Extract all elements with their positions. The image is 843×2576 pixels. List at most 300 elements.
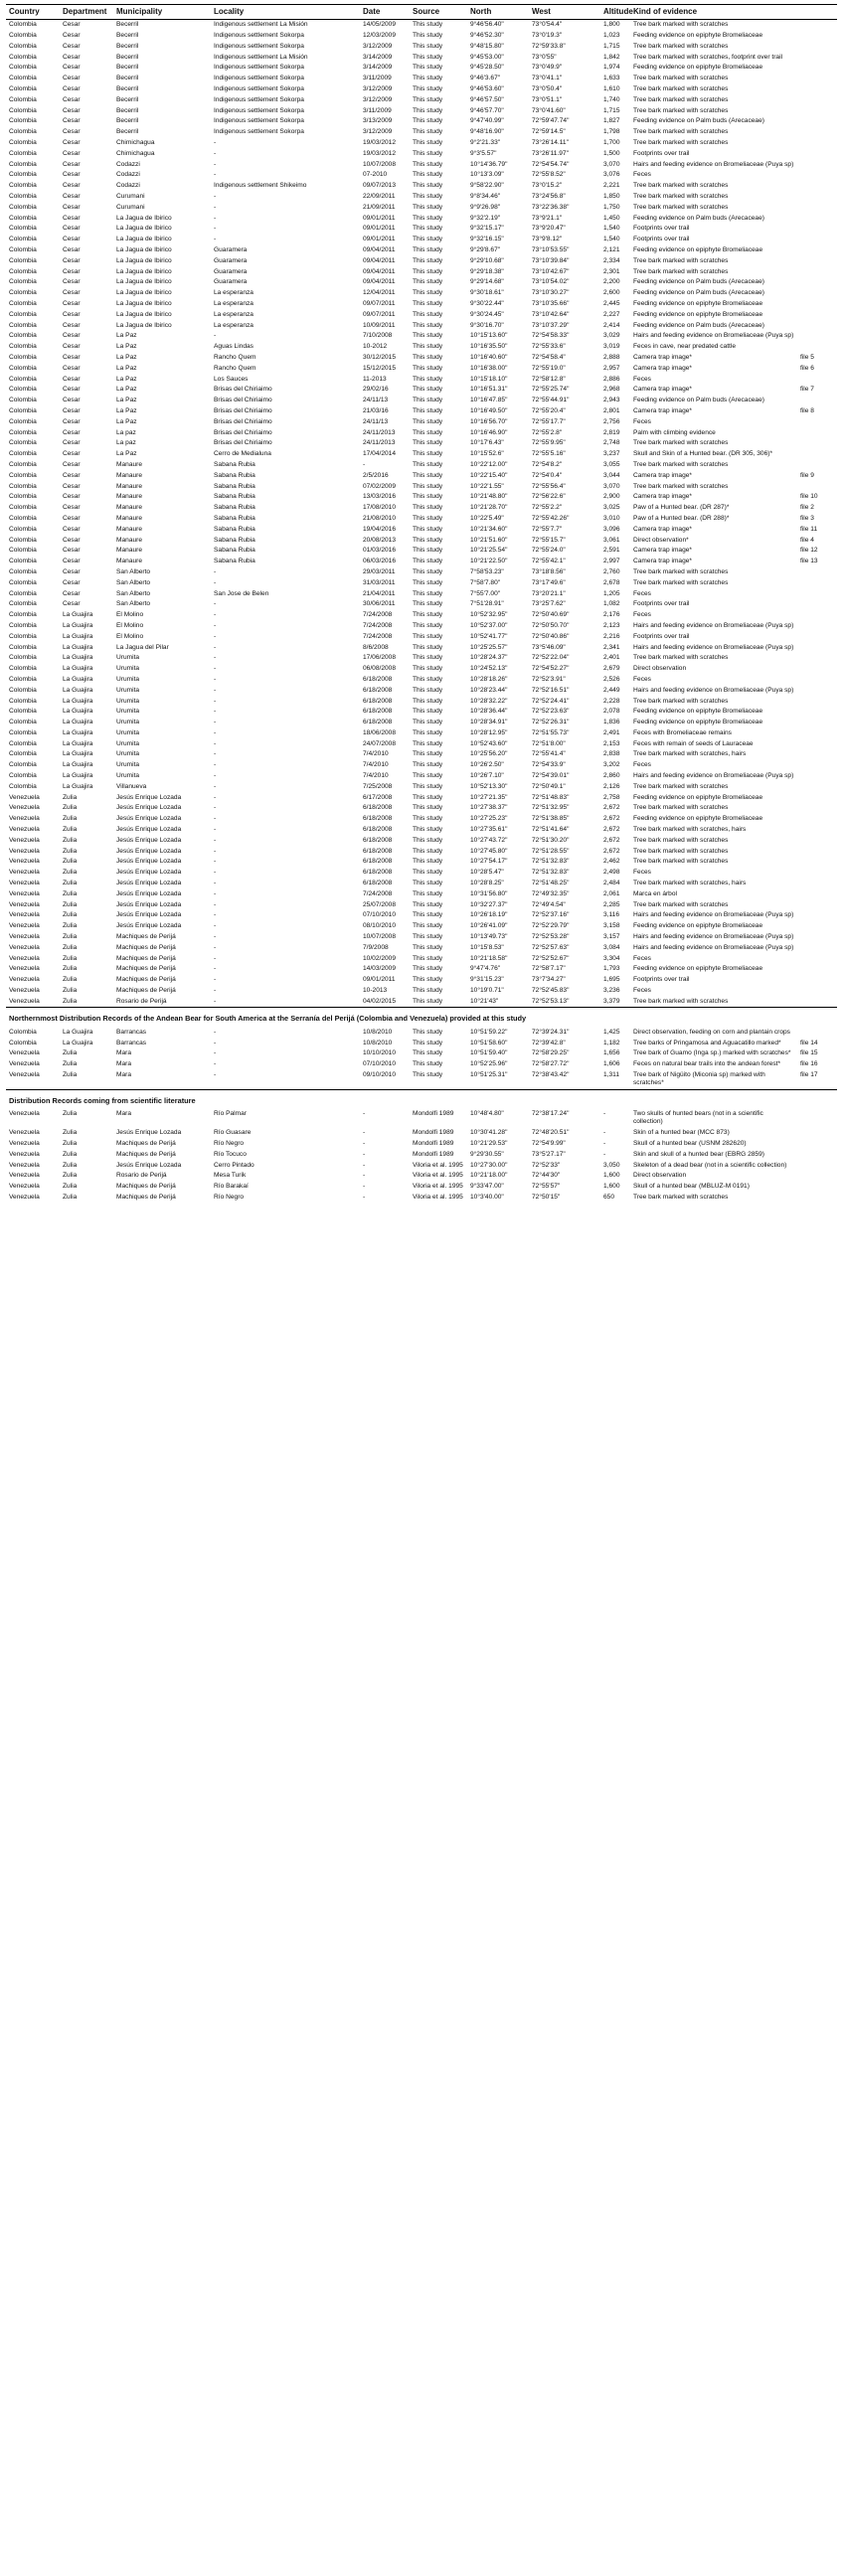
cell-locality: Indigenous settlement Sokorpa bbox=[214, 64, 304, 72]
cell-department: Cesar bbox=[63, 117, 81, 125]
cell-file bbox=[797, 943, 837, 954]
cell-municipality: Codazzi bbox=[116, 160, 140, 168]
cell-department: Cesar bbox=[63, 417, 81, 425]
cell-department: Zulia bbox=[63, 793, 78, 801]
cell-file bbox=[797, 1128, 837, 1139]
cell-file bbox=[797, 910, 837, 921]
cell-locality: Indigenous settlement Sokorpa bbox=[214, 117, 304, 125]
table-row bbox=[6, 438, 837, 449]
cell-file: file 10 bbox=[800, 493, 818, 501]
cell-north: 9°30'22.44" bbox=[470, 300, 504, 308]
cell-country: Colombia bbox=[9, 214, 37, 222]
cell-file: file 2 bbox=[800, 504, 814, 512]
cell-department: Zulia bbox=[63, 880, 78, 887]
cell-evidence: Skin of a hunted bear (MCC 873) bbox=[633, 1129, 730, 1137]
section-title: Northernmost Distribution Records of the Andean Bear for South America at the Serranía del Perijá (Colombia and Venezuela) provided at this study bbox=[6, 1008, 837, 1028]
cell-altitude: 1,311 bbox=[603, 1071, 620, 1078]
cell-file bbox=[797, 675, 837, 686]
cell-altitude: 3,061 bbox=[603, 536, 620, 544]
cell-west: 72°55'9.95" bbox=[532, 439, 566, 447]
cell-file bbox=[797, 1109, 837, 1128]
table-row bbox=[6, 932, 837, 943]
cell-date: 21/08/2010 bbox=[363, 514, 397, 522]
cell-date: 10/02/2009 bbox=[363, 954, 397, 962]
cell-evidence: Paw of a Hunted bear. (DR 288)* bbox=[633, 514, 730, 522]
cell-west: 73°25'7.62" bbox=[532, 600, 566, 608]
cell-locality: Brisas del Chiriaimo bbox=[214, 439, 272, 447]
table-row bbox=[6, 846, 837, 857]
cell-file bbox=[797, 170, 837, 181]
cell-date: 6/18/2008 bbox=[363, 719, 393, 726]
cell-north: 10°28'36.44" bbox=[470, 708, 508, 716]
header-locality: Locality bbox=[211, 5, 360, 20]
cell-source: This study bbox=[413, 954, 443, 962]
cell-source: This study bbox=[413, 772, 443, 780]
cell-west: 73°0'41.60" bbox=[532, 106, 566, 114]
cell-country: Colombia bbox=[9, 300, 37, 308]
cell-country: Colombia bbox=[9, 21, 37, 29]
cell-altitude: 2,943 bbox=[603, 397, 620, 404]
cell-locality: Guaramera bbox=[214, 256, 248, 264]
cell-department: Cesar bbox=[63, 536, 81, 544]
cell-country: Colombia bbox=[9, 85, 37, 93]
cell-municipality: Urumita bbox=[116, 675, 140, 683]
cell-source: This study bbox=[413, 21, 443, 29]
cell-locality: Sabana Rubia bbox=[214, 536, 255, 544]
cell-country: Venezuela bbox=[9, 965, 40, 973]
cell-evidence: Feces bbox=[633, 987, 651, 995]
table-row bbox=[6, 385, 837, 396]
cell-west: 73°20'21.1" bbox=[532, 589, 566, 597]
cell-west: 72°55'5.16" bbox=[532, 450, 566, 458]
cell-evidence: Tree bark marked with scratches bbox=[633, 21, 729, 29]
cell-date: 10/07/2008 bbox=[363, 160, 397, 168]
cell-locality: - bbox=[214, 847, 217, 855]
cell-evidence: Camera trap image* bbox=[633, 406, 693, 414]
cell-file: file 17 bbox=[800, 1071, 818, 1078]
cell-country: Colombia bbox=[9, 761, 37, 769]
cell-file bbox=[797, 342, 837, 353]
cell-evidence: Direct observation* bbox=[633, 536, 689, 544]
cell-date: 15/12/2015 bbox=[363, 364, 397, 372]
cell-file bbox=[797, 836, 837, 847]
cell-locality: Río Negro bbox=[214, 1140, 245, 1147]
cell-date: 7/24/2008 bbox=[363, 611, 393, 619]
cell-country: Venezuela bbox=[9, 826, 40, 834]
cell-altitude: 2,838 bbox=[603, 750, 620, 758]
cell-date: 10-2013 bbox=[363, 987, 388, 995]
cell-department: La Guajira bbox=[63, 772, 93, 780]
cell-west: 72°55'8.52" bbox=[532, 171, 566, 179]
cell-file bbox=[797, 964, 837, 975]
cell-date: 3/13/2009 bbox=[363, 117, 393, 125]
cell-altitude: 2,153 bbox=[603, 739, 620, 747]
cell-west: 72°52'53.28" bbox=[532, 933, 570, 941]
cell-evidence: Camera trap image* bbox=[633, 471, 693, 479]
cell-municipality: Becerril bbox=[116, 75, 139, 82]
cell-file bbox=[797, 986, 837, 997]
cell-evidence: Camera trap image* bbox=[633, 386, 693, 394]
table-row bbox=[6, 642, 837, 653]
cell-file bbox=[797, 245, 837, 256]
cell-north: 9°33'47.00" bbox=[470, 1183, 504, 1191]
cell-municipality: La Paz bbox=[116, 375, 137, 383]
cell-date: 11-2013 bbox=[363, 375, 387, 383]
cell-locality: - bbox=[214, 858, 217, 866]
cell-file bbox=[797, 42, 837, 53]
cell-locality: - bbox=[214, 621, 217, 629]
cell-municipality: La Jagua de Ibirico bbox=[116, 225, 172, 233]
cell-municipality: La Jagua de Ibirico bbox=[116, 278, 172, 286]
table-row bbox=[6, 577, 837, 588]
cell-locality: Río Palmar bbox=[214, 1110, 247, 1118]
cell-north: 9°29'10.68" bbox=[470, 256, 504, 264]
cell-department: Cesar bbox=[63, 42, 81, 50]
cell-file bbox=[797, 631, 837, 642]
cell-locality: Río Barakaí bbox=[214, 1183, 249, 1191]
cell-country: Colombia bbox=[9, 332, 37, 340]
cell-locality: Rancho Quem bbox=[214, 354, 256, 361]
header-kind-of-evidence: Kind of evidence bbox=[630, 5, 797, 20]
cell-locality: - bbox=[214, 826, 217, 834]
cell-country: Colombia bbox=[9, 708, 37, 716]
cell-file: file 15 bbox=[800, 1049, 818, 1057]
cell-north: 10°27'25.23" bbox=[470, 815, 508, 823]
cell-department: Zulia bbox=[63, 987, 78, 995]
cell-municipality: Curumani bbox=[116, 193, 145, 201]
cell-evidence: Paw of a Hunted bear. (DR 287)* bbox=[633, 504, 730, 512]
cell-municipality: Urumita bbox=[116, 719, 140, 726]
cell-west: 72°50'40.69" bbox=[532, 611, 570, 619]
table-row bbox=[6, 42, 837, 53]
table-row bbox=[6, 203, 837, 214]
cell-north: 10°28'18.26" bbox=[470, 675, 508, 683]
cell-north: 10°21'51.60" bbox=[470, 536, 508, 544]
cell-municipality: Urumita bbox=[116, 654, 140, 662]
cell-west: 72°55'56.4" bbox=[532, 482, 566, 490]
cell-north: 10°27'21.35" bbox=[470, 793, 508, 801]
cell-altitude: 2,968 bbox=[603, 386, 620, 394]
cell-file bbox=[797, 256, 837, 267]
cell-municipality: Machiques de Perijá bbox=[116, 1140, 176, 1147]
cell-date: 3/12/2009 bbox=[363, 128, 393, 136]
cell-evidence: Skull and Skin of a Hunted bear. (DR 305, 306)* bbox=[633, 450, 773, 458]
cell-date: 10/10/2010 bbox=[363, 1049, 397, 1057]
cell-date: 21/04/2011 bbox=[363, 589, 396, 597]
cell-north: 9°46'52.30" bbox=[470, 32, 504, 40]
cell-date: 24/11/2013 bbox=[363, 428, 396, 436]
cell-evidence: Feces bbox=[633, 589, 651, 597]
cell-west: 73°10'42.64" bbox=[532, 310, 570, 318]
cell-evidence: Camera trap image* bbox=[633, 354, 693, 361]
cell-locality: Indigenous settlement Shikeimo bbox=[214, 182, 307, 190]
cell-file bbox=[797, 771, 837, 782]
cell-locality: - bbox=[214, 708, 217, 716]
cell-municipality: Becerril bbox=[116, 21, 139, 29]
cell-country: Colombia bbox=[9, 246, 37, 254]
cell-evidence: Feeding evidence on epiphyte Bromeliaceae bbox=[633, 64, 763, 72]
cell-source: Viloria et al. 1995 bbox=[413, 1193, 463, 1201]
cell-date: 01/03/2016 bbox=[363, 547, 397, 555]
cell-altitude: 1,850 bbox=[603, 193, 620, 201]
cell-file: file 12 bbox=[800, 547, 818, 555]
cell-altitude: 2,445 bbox=[603, 300, 620, 308]
cell-west: 72°54'54.74" bbox=[532, 160, 570, 168]
cell-country: Colombia bbox=[9, 504, 37, 512]
cell-altitude: 2,801 bbox=[603, 406, 620, 414]
cell-evidence: Skull of a hunted bear (USNM 282620) bbox=[633, 1140, 747, 1147]
cell-country: Colombia bbox=[9, 160, 37, 168]
cell-country: Venezuela bbox=[9, 1110, 40, 1118]
cell-evidence: Tree bark marked with scratches bbox=[633, 106, 729, 114]
cell-source: This study bbox=[413, 578, 443, 586]
cell-municipality: La Paz bbox=[116, 417, 137, 425]
cell-source: This study bbox=[413, 900, 443, 908]
cell-date: 6/18/2008 bbox=[363, 686, 393, 694]
cell-country: Colombia bbox=[9, 632, 37, 640]
cell-altitude: 1,500 bbox=[603, 149, 620, 157]
cell-date: 09/04/2011 bbox=[363, 278, 396, 286]
table-row bbox=[6, 631, 837, 642]
cell-locality: - bbox=[214, 654, 217, 662]
cell-date: 6/18/2008 bbox=[363, 847, 393, 855]
cell-north: 9°2'21.33" bbox=[470, 139, 501, 147]
cell-evidence: Camera trap image* bbox=[633, 364, 693, 372]
cell-source: This study bbox=[413, 761, 443, 769]
cell-source: This study bbox=[413, 739, 443, 747]
cell-altitude: 1,205 bbox=[603, 589, 620, 597]
cell-file bbox=[797, 1182, 837, 1193]
cell-municipality: Becerril bbox=[116, 85, 139, 93]
cell-source: This study bbox=[413, 922, 443, 930]
cell-altitude: 3,304 bbox=[603, 954, 620, 962]
cell-west: 73°9'21.1" bbox=[532, 214, 563, 222]
cell-department: La Guajira bbox=[63, 719, 93, 726]
cell-department: Zulia bbox=[63, 1161, 78, 1169]
cell-file bbox=[797, 203, 837, 214]
cell-altitude: 3,055 bbox=[603, 460, 620, 468]
cell-source: This study bbox=[413, 728, 443, 736]
cell-file: file 13 bbox=[800, 558, 818, 565]
cell-evidence: Hairs and feeding evidence on Bromeliaceae (Puya sp) bbox=[633, 332, 794, 340]
cell-municipality: San Alberto bbox=[116, 578, 151, 586]
cell-west: 72°52'29.79" bbox=[532, 922, 570, 930]
cell-municipality: Barrancas bbox=[116, 1039, 147, 1046]
cell-west: 72°55'17.7" bbox=[532, 417, 566, 425]
cell-date: 19/03/2012 bbox=[363, 149, 397, 157]
cell-west: 72°55'44.91" bbox=[532, 397, 570, 404]
table-row bbox=[6, 74, 837, 84]
cell-north: 9°9'26.98" bbox=[470, 203, 501, 211]
cell-north: 10°21'22.50" bbox=[470, 558, 508, 565]
cell-file bbox=[797, 116, 837, 127]
cell-municipality: Urumita bbox=[116, 728, 140, 736]
cell-altitude: 3,019 bbox=[603, 343, 620, 351]
cell-altitude: 1,974 bbox=[603, 64, 620, 72]
cell-north: 10°52'41.77" bbox=[470, 632, 508, 640]
cell-locality: - bbox=[214, 686, 217, 694]
cell-north: 10°25'25.57" bbox=[470, 643, 508, 651]
cell-north: 9°29'14.68" bbox=[470, 278, 504, 286]
cell-north: 10°24'52.13" bbox=[470, 665, 508, 673]
cell-country: Colombia bbox=[9, 536, 37, 544]
cell-file: file 7 bbox=[800, 386, 814, 394]
cell-municipality: Urumita bbox=[116, 750, 140, 758]
cell-department: La Guajira bbox=[63, 708, 93, 716]
table-row bbox=[6, 138, 837, 149]
cell-municipality: Jesús Enrique Lozada bbox=[116, 889, 182, 897]
cell-west: 72°50'15" bbox=[532, 1193, 561, 1201]
cell-file bbox=[797, 846, 837, 857]
cell-evidence: Feeding evidence on epiphyte Bromeliaceae bbox=[633, 965, 763, 973]
cell-department: Zulia bbox=[63, 1129, 78, 1137]
cell-altitude: 1,425 bbox=[603, 1028, 620, 1036]
cell-country: Venezuela bbox=[9, 1161, 40, 1169]
cell-municipality: Urumita bbox=[116, 772, 140, 780]
cell-evidence: Footprints over trail bbox=[633, 236, 690, 243]
cell-evidence: Footprints over trail bbox=[633, 632, 690, 640]
cell-altitude: 2,227 bbox=[603, 310, 620, 318]
cell-locality: La esperanza bbox=[214, 321, 253, 329]
cell-department: Cesar bbox=[63, 428, 81, 436]
cell-source: This study bbox=[413, 450, 443, 458]
cell-file bbox=[797, 718, 837, 728]
cell-north: 10°21'18.00" bbox=[470, 1172, 508, 1180]
header-country: Country bbox=[6, 5, 60, 20]
cell-municipality: Urumita bbox=[116, 697, 140, 705]
cell-date: 09/07/2011 bbox=[363, 310, 396, 318]
cell-country: Colombia bbox=[9, 203, 37, 211]
table-row bbox=[6, 1171, 837, 1182]
cell-country: Colombia bbox=[9, 386, 37, 394]
table-row bbox=[6, 535, 837, 546]
cell-west: 73°0'15.2" bbox=[532, 182, 563, 190]
cell-west: 72°51'30.20" bbox=[532, 836, 570, 844]
cell-locality: Sabana Rubia bbox=[214, 558, 255, 565]
cell-evidence: Tree bark of Guamo (Inga sp.) marked with scratches* bbox=[633, 1049, 791, 1057]
cell-north: 10°21'48.80" bbox=[470, 493, 508, 501]
cell-altitude: 3,158 bbox=[603, 922, 620, 930]
cell-altitude: 3,050 bbox=[603, 1161, 620, 1169]
cell-source: This study bbox=[413, 160, 443, 168]
cell-date: 09/04/2011 bbox=[363, 267, 396, 275]
cell-locality: - bbox=[214, 632, 217, 640]
cell-altitude: 2,526 bbox=[603, 675, 620, 683]
cell-evidence: Feces in cave, near predated cattle bbox=[633, 343, 736, 351]
cell-evidence: Tree bark marked with scratches bbox=[633, 267, 729, 275]
cell-date: - bbox=[363, 1140, 366, 1147]
cell-evidence: Feces bbox=[633, 954, 651, 962]
table-row bbox=[6, 718, 837, 728]
cell-source: This study bbox=[413, 354, 443, 361]
cell-north: 10°51'59.40" bbox=[470, 1049, 508, 1057]
cell-locality: - bbox=[214, 665, 217, 673]
cell-file bbox=[797, 868, 837, 879]
cell-evidence: Tree bark marked with scratches bbox=[633, 95, 729, 103]
cell-locality: - bbox=[214, 889, 217, 897]
cell-file: file 14 bbox=[800, 1039, 818, 1046]
cell-department: Zulia bbox=[63, 911, 78, 919]
cell-locality: Sabana Rubia bbox=[214, 471, 255, 479]
cell-locality: - bbox=[214, 815, 217, 823]
cell-source: This study bbox=[413, 321, 443, 329]
cell-evidence: Palm with climbing evidence bbox=[633, 428, 716, 436]
cell-evidence: Feces with remain of seeds of Lauraceae bbox=[633, 739, 754, 747]
cell-locality: - bbox=[214, 1028, 217, 1036]
cell-department: Zulia bbox=[63, 954, 78, 962]
cell-file bbox=[797, 127, 837, 138]
cell-north: 10°17'6.43" bbox=[470, 439, 504, 447]
cell-date: 3/11/2009 bbox=[363, 75, 392, 82]
cell-altitude: 2,301 bbox=[603, 267, 620, 275]
cell-west: 72°58'12.8" bbox=[532, 375, 566, 383]
cell-altitude: 2,462 bbox=[603, 858, 620, 866]
table-row bbox=[6, 975, 837, 986]
cell-source: This study bbox=[413, 621, 443, 629]
cell-date: - bbox=[363, 1161, 366, 1169]
cell-department: Cesar bbox=[63, 300, 81, 308]
cell-date: 14/05/2009 bbox=[363, 21, 397, 29]
header-source: Source bbox=[410, 5, 467, 20]
cell-file bbox=[797, 438, 837, 449]
cell-source: This study bbox=[413, 64, 443, 72]
cell-date: 24/07/2008 bbox=[363, 739, 397, 747]
cell-source: This study bbox=[413, 95, 443, 103]
cell-north: 10°16'35.50" bbox=[470, 343, 508, 351]
cell-locality: - bbox=[214, 332, 217, 340]
cell-source: This study bbox=[413, 375, 443, 383]
table-row bbox=[6, 749, 837, 760]
cell-country: Colombia bbox=[9, 95, 37, 103]
cell-source: This study bbox=[413, 782, 443, 790]
cell-west: 72°55'20.4" bbox=[532, 406, 566, 414]
cell-west: 72°51'38.85" bbox=[532, 815, 570, 823]
cell-source: This study bbox=[413, 406, 443, 414]
cell-north: 10°26'2.50" bbox=[470, 761, 504, 769]
cell-altitude: 3,076 bbox=[603, 171, 620, 179]
cell-source: This study bbox=[413, 847, 443, 855]
cell-locality: Brisas del Chiriaimo bbox=[214, 406, 272, 414]
cell-municipality: La Jagua de Ibirico bbox=[116, 321, 172, 329]
cell-altitude: 1,182 bbox=[603, 1039, 620, 1046]
cell-department: Cesar bbox=[63, 460, 81, 468]
cell-municipality: La Jagua de Ibirico bbox=[116, 236, 172, 243]
cell-source: This study bbox=[413, 278, 443, 286]
table-row bbox=[6, 364, 837, 375]
cell-municipality: Manaure bbox=[116, 547, 143, 555]
cell-locality: Guaramera bbox=[214, 278, 248, 286]
cell-municipality: Manaure bbox=[116, 482, 143, 490]
cell-file: file 6 bbox=[800, 364, 814, 372]
cell-north: 10°21'34.60" bbox=[470, 525, 508, 533]
cell-file bbox=[797, 857, 837, 868]
cell-altitude: 1,600 bbox=[603, 1172, 620, 1180]
cell-north: 10°27'38.37" bbox=[470, 804, 508, 812]
cell-west: 72°51'41.64" bbox=[532, 826, 570, 834]
cell-west: 72°49'32.35" bbox=[532, 889, 570, 897]
cell-source: This study bbox=[413, 675, 443, 683]
cell-west: 72°52'22.04" bbox=[532, 654, 570, 662]
cell-source: This study bbox=[413, 836, 443, 844]
cell-department: Cesar bbox=[63, 32, 81, 40]
table-row bbox=[6, 427, 837, 438]
cell-locality: - bbox=[214, 933, 217, 941]
cell-country: Colombia bbox=[9, 42, 37, 50]
cell-file bbox=[797, 707, 837, 718]
table-row bbox=[6, 899, 837, 910]
cell-date: 06/03/2016 bbox=[363, 558, 397, 565]
cell-locality: - bbox=[214, 739, 217, 747]
